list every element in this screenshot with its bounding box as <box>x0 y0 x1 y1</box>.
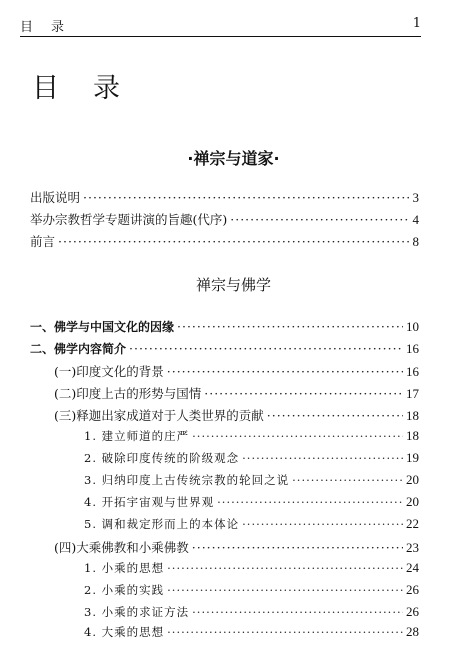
toc-entry[interactable] <box>30 188 419 208</box>
toc-entry-page: 26 <box>406 604 419 619</box>
toc-entry-page: 16 <box>406 364 419 379</box>
toc-entry-label: (一)印度文化的背景 <box>54 364 164 379</box>
toc-entry-page: 17 <box>406 386 419 401</box>
toc-entry-page: 3 <box>412 190 419 205</box>
page-title-char-1: 目 <box>32 73 59 104</box>
dot-leader <box>267 408 403 423</box>
dot-leader <box>192 540 403 555</box>
dot-leader <box>292 473 403 487</box>
page-title <box>32 66 120 105</box>
dot-leader <box>167 583 403 597</box>
page-title-char-2: 录 <box>93 73 120 104</box>
toc-entry-label: (四)大乘佛教和小乘佛教 <box>54 540 189 555</box>
toc-entry-page: 18 <box>406 408 419 423</box>
toc-entry-label: 出版说明 <box>30 190 81 205</box>
toc-entry-label: 3. 小乘的求证方法 <box>84 605 190 619</box>
toc-entry[interactable] <box>30 538 419 558</box>
toc-entry-page: 20 <box>406 494 419 509</box>
toc-entry-page: 23 <box>406 540 419 555</box>
running-header-char-2: 录 <box>51 20 65 35</box>
dot-leader <box>58 234 409 249</box>
toc-entry-page: 16 <box>406 341 419 356</box>
toc-entry-page: 19 <box>406 450 419 465</box>
dot-leader <box>242 517 403 531</box>
toc-entry-label: (二)印度上古的形势与国情 <box>54 386 202 401</box>
toc-entry[interactable] <box>30 604 419 624</box>
running-header <box>20 14 421 37</box>
toc-entry-label: 5. 调和裁定形而上的本体论 <box>84 517 240 531</box>
toc-entry[interactable] <box>30 406 419 426</box>
toc-entry[interactable] <box>30 384 419 404</box>
toc-entry-page: 24 <box>406 560 419 575</box>
running-header-char-1: 目 <box>20 20 34 35</box>
toc-entry-label: 1. 建立师道的庄严 <box>84 429 190 443</box>
dot-leader <box>242 451 403 465</box>
dot-leader <box>204 386 403 401</box>
toc-entry-page: 8 <box>412 234 419 249</box>
toc-entry-label: 1. 小乘的思想 <box>84 561 165 575</box>
toc-entry-label: 二、佛学内容简介 <box>30 342 127 356</box>
toc-entry[interactable] <box>30 362 419 382</box>
dot-leader <box>83 190 409 205</box>
toc-entry-page: 22 <box>406 516 419 531</box>
dot-leader <box>177 319 403 334</box>
toc-entry-label: 一、佛学与中国文化的因缘 <box>30 320 175 334</box>
toc-entry[interactable] <box>30 560 419 580</box>
part-title-chan-and-dao: ·禅宗与道家· <box>187 149 280 168</box>
toc-entry[interactable] <box>30 472 419 492</box>
toc-entry-label: 前言 <box>30 234 56 249</box>
toc-entry-label: 2. 破除印度传统的阶级观念 <box>84 451 240 465</box>
dot-leader <box>167 561 403 575</box>
toc-entry[interactable] <box>30 494 419 514</box>
dot-leader <box>230 212 409 227</box>
toc-entry[interactable] <box>30 450 419 470</box>
dot-leader <box>192 429 403 443</box>
toc-entry-label: 4. 开拓宇宙观与世界观 <box>84 495 215 509</box>
toc-entry-label: (三)释迦出家成道对于人类世界的贡献 <box>54 408 264 423</box>
running-header-title <box>20 16 64 35</box>
toc-entry-page: 26 <box>406 582 419 597</box>
part-title-chan-and-buddhism: 禅宗与佛学 <box>195 276 271 294</box>
dot-leader <box>167 625 403 639</box>
dot-leader <box>129 341 403 356</box>
toc-entry-page: 10 <box>406 319 419 334</box>
toc-entry-label: 2. 小乘的实践 <box>84 583 165 597</box>
toc-entry[interactable] <box>30 318 419 338</box>
toc-entry-label: 4. 大乘的思想 <box>84 625 165 639</box>
dot-leader <box>167 364 403 379</box>
toc-entry[interactable] <box>30 516 419 536</box>
page-number: 1 <box>412 16 421 31</box>
toc-entry[interactable] <box>30 428 419 448</box>
toc-entry-page: 28 <box>406 624 419 639</box>
toc-entry[interactable] <box>30 232 419 252</box>
toc-entry[interactable] <box>30 624 419 644</box>
toc-entry[interactable] <box>30 210 419 230</box>
dot-leader <box>217 495 403 509</box>
toc-entry-label: 3. 归纳印度上古传统宗教的轮回之说 <box>84 473 290 487</box>
toc-entry-page: 4 <box>412 212 419 227</box>
toc-entry-label: 举办宗教哲学专题讲演的旨趣(代序) <box>30 212 228 227</box>
toc-entry-page: 18 <box>406 428 419 443</box>
dot-leader <box>192 605 403 619</box>
toc-entry-page: 20 <box>406 472 419 487</box>
toc-entry[interactable] <box>30 582 419 602</box>
toc-entry[interactable] <box>30 340 419 360</box>
